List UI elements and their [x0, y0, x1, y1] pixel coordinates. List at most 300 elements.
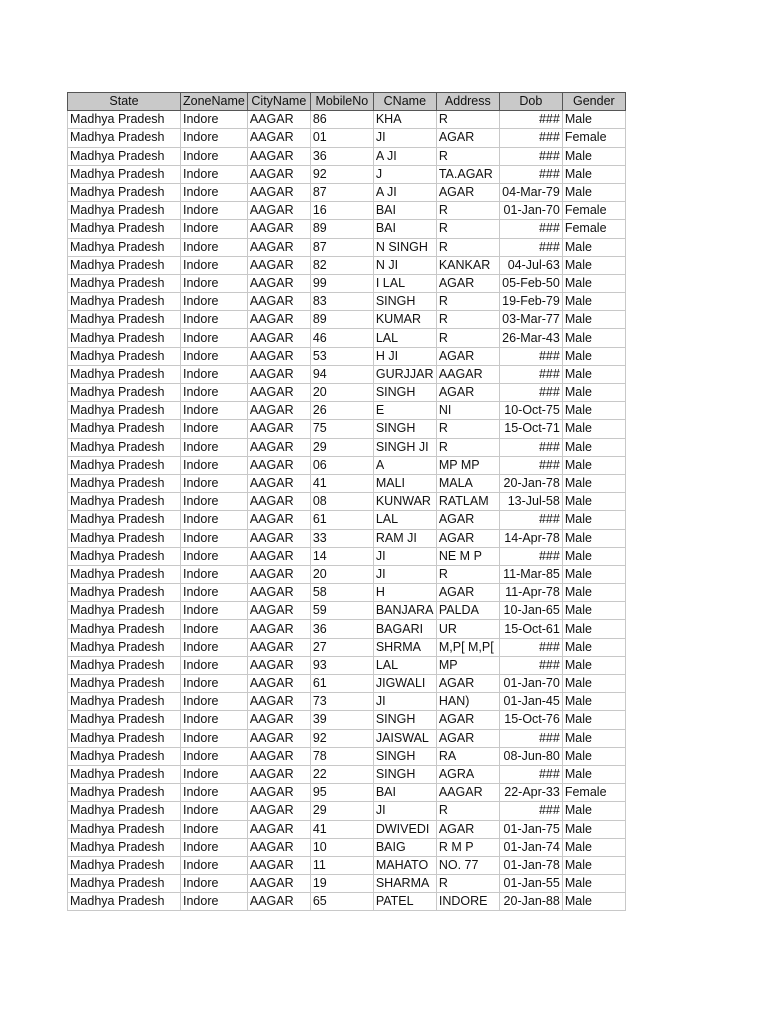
cell-mobileno: 06 [310, 456, 373, 474]
cell-state: Madhya Pradesh [68, 875, 181, 893]
cell-address: AGAR [436, 129, 499, 147]
cell-cname: BAI [373, 202, 436, 220]
table-row [68, 602, 626, 620]
cell-address: M,P[ M,P[ [436, 638, 499, 656]
cell-dob: ### [499, 111, 562, 129]
cell-cityname: AAGAR [247, 802, 310, 820]
cell-zonename: Indore [181, 838, 248, 856]
table-row [68, 311, 626, 329]
cell-address: AGAR [436, 347, 499, 365]
cell-gender: Female [562, 220, 625, 238]
cell-cityname: AAGAR [247, 420, 310, 438]
cell-zonename: Indore [181, 638, 248, 656]
header-dob: Dob [499, 93, 562, 111]
table-row [68, 129, 626, 147]
cell-zonename: Indore [181, 547, 248, 565]
cell-gender: Male [562, 165, 625, 183]
cell-cname: JI [373, 802, 436, 820]
cell-cityname: AAGAR [247, 511, 310, 529]
cell-state: Madhya Pradesh [68, 165, 181, 183]
cell-gender: Male [562, 893, 625, 911]
cell-gender: Male [562, 820, 625, 838]
cell-cityname: AAGAR [247, 311, 310, 329]
cell-mobileno: 41 [310, 820, 373, 838]
cell-cityname: AAGAR [247, 402, 310, 420]
table-row [68, 511, 626, 529]
table-row [68, 420, 626, 438]
cell-address: R [436, 238, 499, 256]
cell-cityname: AAGAR [247, 111, 310, 129]
cell-state: Madhya Pradesh [68, 256, 181, 274]
cell-zonename: Indore [181, 202, 248, 220]
cell-mobileno: 14 [310, 547, 373, 565]
cell-cityname: AAGAR [247, 456, 310, 474]
header-cityname: CityName [247, 93, 310, 111]
cell-mobileno: 10 [310, 838, 373, 856]
cell-gender: Male [562, 274, 625, 292]
table-row [68, 274, 626, 292]
cell-zonename: Indore [181, 529, 248, 547]
cell-gender: Male [562, 729, 625, 747]
cell-gender: Male [562, 747, 625, 765]
cell-cname: JI [373, 547, 436, 565]
cell-zonename: Indore [181, 729, 248, 747]
cell-zonename: Indore [181, 438, 248, 456]
cell-gender: Male [562, 511, 625, 529]
table-row [68, 183, 626, 201]
cell-dob: ### [499, 638, 562, 656]
table-row [68, 729, 626, 747]
cell-state: Madhya Pradesh [68, 493, 181, 511]
cell-mobileno: 87 [310, 238, 373, 256]
cell-address: R [436, 438, 499, 456]
cell-dob: 15-Oct-76 [499, 711, 562, 729]
cell-cityname: AAGAR [247, 547, 310, 565]
cell-dob: 01-Jan-55 [499, 875, 562, 893]
cell-cityname: AAGAR [247, 656, 310, 674]
cell-cityname: AAGAR [247, 493, 310, 511]
cell-cityname: AAGAR [247, 129, 310, 147]
cell-gender: Male [562, 365, 625, 383]
cell-gender: Male [562, 529, 625, 547]
cell-zonename: Indore [181, 656, 248, 674]
cell-mobileno: 92 [310, 165, 373, 183]
cell-dob: 10-Jan-65 [499, 602, 562, 620]
cell-cname: BAGARI [373, 620, 436, 638]
cell-gender: Male [562, 311, 625, 329]
table-row [68, 111, 626, 129]
cell-address: PALDA [436, 602, 499, 620]
cell-cityname: AAGAR [247, 220, 310, 238]
cell-state: Madhya Pradesh [68, 693, 181, 711]
cell-dob: ### [499, 129, 562, 147]
cell-zonename: Indore [181, 384, 248, 402]
cell-mobileno: 58 [310, 584, 373, 602]
cell-gender: Male [562, 256, 625, 274]
cell-address: AGAR [436, 183, 499, 201]
cell-zonename: Indore [181, 111, 248, 129]
cell-dob: ### [499, 547, 562, 565]
cell-cname: JIGWALI [373, 675, 436, 693]
table-row [68, 656, 626, 674]
cell-state: Madhya Pradesh [68, 893, 181, 911]
cell-zonename: Indore [181, 456, 248, 474]
cell-zonename: Indore [181, 693, 248, 711]
cell-address: AAGAR [436, 365, 499, 383]
cell-cityname: AAGAR [247, 893, 310, 911]
cell-cname: JI [373, 129, 436, 147]
header-zonename: ZoneName [181, 93, 248, 111]
cell-cityname: AAGAR [247, 183, 310, 201]
cell-dob: 13-Jul-58 [499, 493, 562, 511]
cell-mobileno: 29 [310, 438, 373, 456]
cell-cityname: AAGAR [247, 729, 310, 747]
table-row [68, 747, 626, 765]
cell-mobileno: 53 [310, 347, 373, 365]
cell-zonename: Indore [181, 584, 248, 602]
cell-cityname: AAGAR [247, 438, 310, 456]
cell-state: Madhya Pradesh [68, 347, 181, 365]
cell-dob: ### [499, 656, 562, 674]
cell-zonename: Indore [181, 620, 248, 638]
cell-state: Madhya Pradesh [68, 129, 181, 147]
cell-gender: Female [562, 784, 625, 802]
cell-gender: Male [562, 765, 625, 783]
cell-cityname: AAGAR [247, 838, 310, 856]
cell-state: Madhya Pradesh [68, 675, 181, 693]
cell-cityname: AAGAR [247, 256, 310, 274]
cell-cname: SINGH [373, 384, 436, 402]
cell-state: Madhya Pradesh [68, 802, 181, 820]
cell-cname: N SINGH [373, 238, 436, 256]
cell-gender: Male [562, 547, 625, 565]
cell-cname: LAL [373, 511, 436, 529]
cell-dob: ### [499, 384, 562, 402]
cell-state: Madhya Pradesh [68, 111, 181, 129]
table-row [68, 493, 626, 511]
cell-dob: 20-Jan-88 [499, 893, 562, 911]
cell-address: R [436, 420, 499, 438]
cell-address: KANKAR [436, 256, 499, 274]
cell-gender: Male [562, 802, 625, 820]
cell-mobileno: 92 [310, 729, 373, 747]
cell-state: Madhya Pradesh [68, 729, 181, 747]
cell-dob: 11-Apr-78 [499, 584, 562, 602]
cell-state: Madhya Pradesh [68, 438, 181, 456]
cell-address: R M P [436, 838, 499, 856]
cell-state: Madhya Pradesh [68, 784, 181, 802]
cell-dob: 11-Mar-85 [499, 565, 562, 583]
cell-state: Madhya Pradesh [68, 238, 181, 256]
cell-gender: Male [562, 493, 625, 511]
cell-address: R [436, 220, 499, 238]
table-row [68, 693, 626, 711]
cell-gender: Male [562, 656, 625, 674]
cell-state: Madhya Pradesh [68, 820, 181, 838]
table-row [68, 220, 626, 238]
cell-dob: 20-Jan-78 [499, 474, 562, 492]
cell-gender: Female [562, 202, 625, 220]
table-body [68, 111, 626, 911]
cell-cityname: AAGAR [247, 329, 310, 347]
cell-cityname: AAGAR [247, 347, 310, 365]
cell-state: Madhya Pradesh [68, 384, 181, 402]
cell-zonename: Indore [181, 856, 248, 874]
cell-cname: E [373, 402, 436, 420]
cell-mobileno: 36 [310, 620, 373, 638]
cell-cityname: AAGAR [247, 365, 310, 383]
cell-zonename: Indore [181, 565, 248, 583]
cell-mobileno: 16 [310, 202, 373, 220]
cell-cname: BAI [373, 220, 436, 238]
table-row [68, 329, 626, 347]
cell-dob: 04-Mar-79 [499, 183, 562, 201]
cell-mobileno: 39 [310, 711, 373, 729]
cell-cname: J [373, 165, 436, 183]
table-row [68, 529, 626, 547]
cell-address: NI [436, 402, 499, 420]
cell-cname: A JI [373, 183, 436, 201]
header-address: Address [436, 93, 499, 111]
table-row [68, 384, 626, 402]
table-row [68, 856, 626, 874]
cell-cname: BAIG [373, 838, 436, 856]
cell-state: Madhya Pradesh [68, 856, 181, 874]
table-row [68, 638, 626, 656]
cell-address: AGAR [436, 820, 499, 838]
cell-dob: 01-Jan-70 [499, 675, 562, 693]
cell-zonename: Indore [181, 602, 248, 620]
cell-mobileno: 27 [310, 638, 373, 656]
cell-mobileno: 36 [310, 147, 373, 165]
cell-state: Madhya Pradesh [68, 602, 181, 620]
cell-mobileno: 61 [310, 675, 373, 693]
cell-address: R [436, 802, 499, 820]
cell-dob: 01-Jan-45 [499, 693, 562, 711]
cell-zonename: Indore [181, 820, 248, 838]
cell-state: Madhya Pradesh [68, 584, 181, 602]
cell-address: AGAR [436, 675, 499, 693]
cell-state: Madhya Pradesh [68, 147, 181, 165]
cell-state: Madhya Pradesh [68, 420, 181, 438]
cell-address: RATLAM [436, 493, 499, 511]
cell-gender: Male [562, 584, 625, 602]
cell-state: Madhya Pradesh [68, 365, 181, 383]
cell-cityname: AAGAR [247, 238, 310, 256]
cell-mobileno: 01 [310, 129, 373, 147]
cell-cname: SINGH [373, 747, 436, 765]
cell-address: UR [436, 620, 499, 638]
cell-mobileno: 20 [310, 384, 373, 402]
cell-mobileno: 22 [310, 765, 373, 783]
table-row [68, 147, 626, 165]
cell-gender: Male [562, 602, 625, 620]
table-row [68, 893, 626, 911]
cell-mobileno: 08 [310, 493, 373, 511]
cell-dob: 15-Oct-61 [499, 620, 562, 638]
cell-dob: 03-Mar-77 [499, 311, 562, 329]
cell-dob: ### [499, 238, 562, 256]
cell-state: Madhya Pradesh [68, 220, 181, 238]
cell-dob: ### [499, 147, 562, 165]
cell-state: Madhya Pradesh [68, 311, 181, 329]
header-cname: CName [373, 93, 436, 111]
cell-cname: JI [373, 693, 436, 711]
table-row [68, 256, 626, 274]
table-row [68, 202, 626, 220]
cell-dob: 05-Feb-50 [499, 274, 562, 292]
cell-cname: SINGH JI [373, 438, 436, 456]
cell-cityname: AAGAR [247, 274, 310, 292]
cell-gender: Male [562, 402, 625, 420]
cell-zonename: Indore [181, 311, 248, 329]
cell-address: NE M P [436, 547, 499, 565]
cell-state: Madhya Pradesh [68, 638, 181, 656]
cell-zonename: Indore [181, 238, 248, 256]
cell-state: Madhya Pradesh [68, 529, 181, 547]
cell-gender: Male [562, 438, 625, 456]
cell-dob: 10-Oct-75 [499, 402, 562, 420]
cell-cname: A [373, 456, 436, 474]
cell-state: Madhya Pradesh [68, 274, 181, 292]
cell-mobileno: 65 [310, 893, 373, 911]
cell-dob: ### [499, 347, 562, 365]
cell-cityname: AAGAR [247, 784, 310, 802]
cell-cname: H [373, 584, 436, 602]
cell-gender: Male [562, 565, 625, 583]
table-row [68, 711, 626, 729]
cell-dob: 19-Feb-79 [499, 293, 562, 311]
cell-zonename: Indore [181, 711, 248, 729]
cell-zonename: Indore [181, 165, 248, 183]
cell-address: TA.AGAR [436, 165, 499, 183]
cell-cityname: AAGAR [247, 529, 310, 547]
cell-cityname: AAGAR [247, 693, 310, 711]
cell-cname: MALI [373, 474, 436, 492]
cell-address: R [436, 202, 499, 220]
cell-address: MP [436, 656, 499, 674]
cell-zonename: Indore [181, 511, 248, 529]
cell-cname: KHA [373, 111, 436, 129]
cell-mobileno: 33 [310, 529, 373, 547]
cell-gender: Male [562, 111, 625, 129]
cell-address: R [436, 311, 499, 329]
cell-state: Madhya Pradesh [68, 329, 181, 347]
cell-state: Madhya Pradesh [68, 511, 181, 529]
cell-cname: SINGH [373, 293, 436, 311]
cell-gender: Male [562, 838, 625, 856]
table-row [68, 474, 626, 492]
cell-zonename: Indore [181, 784, 248, 802]
table-row [68, 365, 626, 383]
cell-zonename: Indore [181, 274, 248, 292]
cell-zonename: Indore [181, 256, 248, 274]
cell-cname: LAL [373, 656, 436, 674]
cell-address: HAN) [436, 693, 499, 711]
header-state: State [68, 93, 181, 111]
cell-cityname: AAGAR [247, 147, 310, 165]
cell-mobileno: 75 [310, 420, 373, 438]
cell-address: R [436, 147, 499, 165]
cell-gender: Male [562, 456, 625, 474]
cell-state: Madhya Pradesh [68, 183, 181, 201]
cell-gender: Male [562, 711, 625, 729]
cell-zonename: Indore [181, 347, 248, 365]
cell-gender: Male [562, 238, 625, 256]
table-row [68, 293, 626, 311]
cell-address: AGAR [436, 711, 499, 729]
cell-cname: I LAL [373, 274, 436, 292]
cell-address: RA [436, 747, 499, 765]
cell-zonename: Indore [181, 147, 248, 165]
cell-cityname: AAGAR [247, 675, 310, 693]
cell-mobileno: 87 [310, 183, 373, 201]
cell-address: AGAR [436, 584, 499, 602]
table-row [68, 438, 626, 456]
cell-address: MP MP [436, 456, 499, 474]
cell-cityname: AAGAR [247, 165, 310, 183]
cell-mobileno: 11 [310, 856, 373, 874]
cell-cname: SHARMA [373, 875, 436, 893]
cell-dob: 04-Jul-63 [499, 256, 562, 274]
cell-mobileno: 89 [310, 220, 373, 238]
cell-mobileno: 82 [310, 256, 373, 274]
table-row [68, 675, 626, 693]
data-table [67, 92, 626, 911]
cell-gender: Female [562, 129, 625, 147]
cell-zonename: Indore [181, 365, 248, 383]
cell-cityname: AAGAR [247, 584, 310, 602]
cell-gender: Male [562, 147, 625, 165]
cell-address: MALA [436, 474, 499, 492]
cell-zonename: Indore [181, 875, 248, 893]
cell-address: R [436, 111, 499, 129]
cell-mobileno: 46 [310, 329, 373, 347]
cell-state: Madhya Pradesh [68, 620, 181, 638]
cell-dob: ### [499, 765, 562, 783]
cell-cityname: AAGAR [247, 856, 310, 874]
cell-dob: ### [499, 729, 562, 747]
cell-state: Madhya Pradesh [68, 565, 181, 583]
cell-cname: JAISWAL [373, 729, 436, 747]
cell-dob: 14-Apr-78 [499, 529, 562, 547]
cell-cname: JI [373, 565, 436, 583]
cell-state: Madhya Pradesh [68, 711, 181, 729]
cell-cityname: AAGAR [247, 565, 310, 583]
cell-cname: SHRMA [373, 638, 436, 656]
cell-cname: KUMAR [373, 311, 436, 329]
cell-mobileno: 83 [310, 293, 373, 311]
cell-mobileno: 94 [310, 365, 373, 383]
cell-cityname: AAGAR [247, 474, 310, 492]
cell-mobileno: 26 [310, 402, 373, 420]
cell-address: R [436, 329, 499, 347]
cell-zonename: Indore [181, 765, 248, 783]
cell-address: AGRA [436, 765, 499, 783]
cell-dob: ### [499, 220, 562, 238]
cell-zonename: Indore [181, 474, 248, 492]
cell-mobileno: 59 [310, 602, 373, 620]
cell-zonename: Indore [181, 329, 248, 347]
cell-mobileno: 61 [310, 511, 373, 529]
table-row [68, 802, 626, 820]
cell-state: Madhya Pradesh [68, 202, 181, 220]
cell-zonename: Indore [181, 420, 248, 438]
cell-zonename: Indore [181, 493, 248, 511]
cell-cname: SINGH [373, 420, 436, 438]
cell-cityname: AAGAR [247, 747, 310, 765]
cell-address: AGAR [436, 384, 499, 402]
